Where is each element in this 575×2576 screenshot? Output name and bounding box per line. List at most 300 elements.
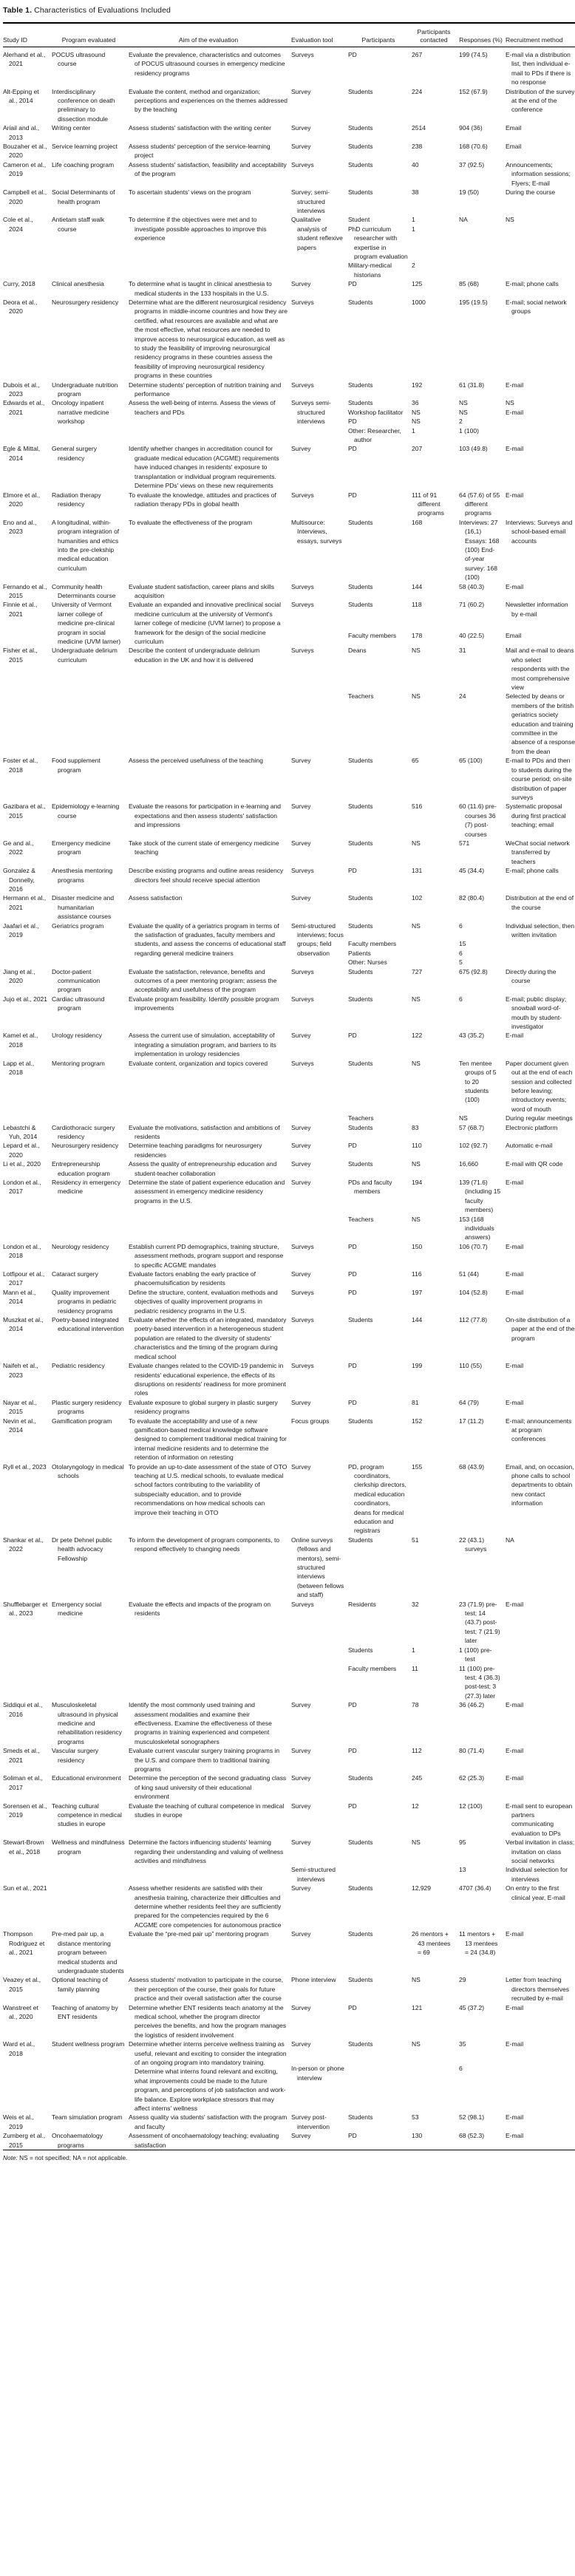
cell-contacted: NS	[412, 839, 421, 847]
cell-recruitment: During regular meetings	[506, 1114, 573, 1122]
cell-responses: 106 (70.7)	[459, 1242, 488, 1250]
cell-study: Ariail and al., 2013	[3, 124, 40, 141]
column-header-study-id: Study ID	[3, 23, 52, 47]
cell-tool: Survey	[291, 1839, 311, 1847]
cell-program: Entrepreneurship education program	[52, 1160, 110, 1177]
cell-tool: Surveys	[291, 1600, 314, 1608]
cell-tool: Surveys	[291, 491, 314, 499]
cell-study: Stewart-Brown et al., 2018	[3, 1839, 44, 1856]
cell-study: Eno and al., 2023	[3, 518, 37, 536]
cell-recruitment: E-mail	[506, 1362, 524, 1370]
cell-aim: Determine what are the different neurosurgical residency programs in middle-income countries and how they are certified, what resources are available and what are the most effective, what resources are needed to improve access to neurosurgical education, as well as to study the feasibility of improving neurosurgical residency programs in these countries assess the feasibility of improving neurosurgical residency programs in these countries	[129, 298, 288, 380]
cell-responses: 19 (50)	[459, 188, 479, 197]
cell-study: Cole et al., 2024	[3, 216, 33, 233]
cell-study: Shufflebarger et al., 2023	[3, 1600, 48, 1618]
table-row	[3, 47, 575, 87]
cell-tool: Survey	[291, 1123, 311, 1131]
cell-responses: 168 (70.6)	[459, 143, 488, 151]
cell-program: Urology residency	[52, 1032, 103, 1040]
table-row	[3, 646, 575, 692]
cell-responses: Ten mentee groups of 5 to 20 students (100)	[459, 1059, 497, 1104]
cell-tool: Surveys semi-structured interviews	[291, 399, 331, 426]
cell-tool: Surveys	[291, 582, 314, 590]
table-title	[3, 6, 574, 15]
cell-tool: Survey	[291, 87, 311, 95]
cell-recruitment: Systematic proposal during first practical teaching; email	[506, 803, 566, 829]
cell-responses: 6	[459, 921, 463, 930]
cell-program: Radiation therapy residency	[52, 491, 101, 508]
cell-tool: Survey post-intervention	[291, 2113, 330, 2130]
cell-tool: Surveys	[291, 298, 314, 306]
cell-study: Ryll et al., 2023	[3, 1462, 47, 1471]
cell-responses: 112 (77.8)	[459, 1316, 488, 1324]
cell-tool: Surveys	[291, 967, 314, 975]
cell-recruitment: E-mail	[506, 408, 524, 416]
cell-responses: 45 (37.2)	[459, 2003, 485, 2011]
cell-recruitment: Newsletter information by e-mail	[506, 601, 568, 618]
cell-recruitment: E-mail with QR code	[506, 1160, 563, 1168]
cell-study: Zumberg et al., 2015	[3, 2132, 46, 2149]
cell-contacted: 178	[412, 631, 423, 639]
cell-participants	[348, 2064, 412, 2113]
cell-contacted: NS	[412, 647, 421, 655]
table-row	[3, 1417, 575, 1462]
cell-participants: PD	[348, 51, 357, 58]
table-footnote	[3, 2154, 574, 2161]
table-row	[3, 87, 575, 124]
cell-recruitment: Directly during the course	[506, 967, 557, 985]
table-row	[3, 279, 575, 298]
cell-responses: 58 (40.3)	[459, 582, 485, 590]
cell-recruitment: E-mail	[506, 1930, 524, 1938]
cell-participants: Students	[348, 2040, 373, 2048]
cell-participants: Students	[348, 1976, 373, 1984]
cell-participants: PD	[348, 867, 357, 875]
table-row	[3, 582, 575, 601]
cell-aim: Evaluate the prevalence, characteristics and outcomes of POCUS ultrasound courses in emergency medicine residency programs	[129, 51, 285, 77]
cell-responses: 6	[459, 949, 463, 957]
cell-program: Undergraduate delirium curriculum	[52, 647, 118, 664]
cell-participants: Residents	[348, 1600, 376, 1608]
cell-recruitment	[506, 225, 575, 262]
cell-aim: Determine students' perception of nutrition training and performance	[129, 381, 282, 398]
cell-contacted: 36	[412, 399, 419, 407]
cell-participants: Students	[348, 1417, 373, 1425]
cell-responses: 195 (19.5)	[459, 298, 488, 306]
cell-tool: Survey	[291, 143, 311, 151]
cell-participants: Students	[348, 87, 373, 95]
cell-recruitment: Selected by deans or members of the british geriatrics society education and training committee in the absence of a response from the dean	[506, 692, 575, 755]
table-row	[3, 893, 575, 921]
cell-aim: Determine whether ENT residents teach anatomy at the medical school, whether the program director perceives the benefits, and how the program manages the logistics of resident involvement	[129, 2003, 287, 2039]
cell-tool: Online surveys (fellows and mentors), semi-structured interviews (between fellows and staff)	[291, 1536, 344, 1599]
cell-contacted: 2	[412, 262, 415, 270]
table-row	[3, 1929, 575, 1975]
cell-responses: 64 (57.6) of 55 different programs	[459, 491, 500, 517]
cell-tool: Survey	[291, 2040, 311, 2048]
cell-study: Deora et al., 2020	[3, 298, 38, 316]
cell-program: General surgery residency	[52, 445, 97, 462]
cell-program: Residency in emergency medicine	[52, 1178, 121, 1196]
cell-tool: Survey	[291, 1701, 311, 1709]
cell-participants: Students	[348, 1536, 373, 1544]
cell-contacted: 207	[412, 445, 423, 453]
cell-recruitment: E-mail to PDs and then to students during the course period; on-site distribution of paper surveys	[506, 757, 572, 801]
cell-responses: 17 (11.2)	[459, 1417, 484, 1425]
cell-participants: PD	[348, 1032, 357, 1040]
cell-study: Jiang et al., 2020	[3, 967, 35, 985]
table-row	[3, 298, 575, 381]
table-row	[3, 1462, 575, 1536]
cell-participants: Students	[348, 298, 373, 306]
table-row	[3, 600, 575, 630]
cell-responses: Interviews: 27 (16,1) Essays: 168 (100) End-of-year survey: 168 (100)	[459, 518, 500, 582]
cell-tool: Qualitative analysis of student reflexive papers	[291, 216, 343, 251]
cell-contacted: 1	[412, 1646, 415, 1654]
cell-study: Jaafari et al., 2019	[3, 921, 39, 938]
cell-responses: 64 (79)	[459, 1398, 479, 1406]
cell-participants: PD	[348, 280, 357, 288]
cell-responses: 139 (71.6) (including 15 faculty members)	[459, 1178, 501, 1214]
cell-recruitment: E-mail	[506, 1747, 524, 1755]
cell-tool: Semi-structured interviews	[291, 1866, 336, 1883]
cell-participants: Students	[348, 1646, 373, 1654]
cell-program: Pre-med pair up, a distance mentoring program between medical students and undergraduate students	[52, 1930, 124, 1974]
cell-study: Naifeh et al., 2023	[3, 1362, 38, 1379]
cell-program: Disaster medicine and humanitarian assistance courses	[52, 894, 115, 921]
cell-aim: Evaluate whether the effects of an integrated, mandatory poetry-based intervention in a heterogeneous student population are related to the diversity of students' characteristics and the timing of the program during medical school	[129, 1316, 287, 1360]
cell-contacted: 267	[412, 51, 423, 58]
cell-contacted: NS	[412, 921, 421, 930]
cell-participants: Students	[348, 143, 373, 151]
cell-study: Siddiqui et al., 2016	[3, 1701, 43, 1718]
cell-program: Pediatric residency	[52, 1362, 105, 1370]
cell-study: Ward et al., 2018	[3, 2040, 35, 2057]
footnote-text: NS = not specified; NA = not applicable.	[19, 2154, 128, 2162]
cell-participants: PD, program coordinators, clerkship directors, medical education coordinators, deans for medical education and registrars	[348, 1462, 406, 1535]
cell-aim: Describe the content of undergraduate delirium education in the UK and how it is delivered	[129, 647, 260, 664]
cell-recruitment	[506, 1646, 575, 1664]
cell-aim: Determine the factors influencing students' learning regarding their understanding and valuing of wellness activities and mindfulness	[129, 1839, 284, 1865]
cell-contacted: 155	[412, 1462, 423, 1471]
table-header	[3, 23, 575, 47]
cell-aim: To evaluate the knowledge, attitudes and practices of radiation therapy PDs in global health	[129, 491, 276, 508]
cell-tool: Surveys	[291, 160, 314, 168]
table-row	[3, 444, 575, 490]
cell-responses: 152 (67.9)	[459, 87, 488, 95]
column-header-participants: Participants	[348, 23, 412, 47]
cell-study: Gazibara et al., 2015	[3, 803, 46, 820]
cell-aim: Evaluate the motivations, satisfaction and ambitions of residents	[129, 1123, 280, 1140]
cell-tool: Survey	[291, 1462, 311, 1471]
cell-contacted: 78	[412, 1701, 419, 1709]
cell-program: Community health Determinants course	[52, 582, 116, 599]
table-row	[3, 1600, 575, 1646]
cell-program: Undergraduate nutrition program	[52, 381, 118, 398]
cell-responses: 16,660	[459, 1160, 478, 1168]
cell-participants: PD	[348, 418, 357, 426]
cell-aim: Assess satisfaction	[129, 894, 183, 902]
cell-aim: Describe existing programs and outline areas residency directors feel should receive special attention	[129, 867, 284, 884]
cell-study: Wanstreet et al., 2020	[3, 2003, 38, 2020]
cell-aim: Take stock of the current state of emergency medicine teaching	[129, 839, 279, 856]
cell-recruitment: Individual selection, then written invitation	[506, 921, 575, 938]
cell-recruitment: E-mail	[506, 1178, 524, 1186]
cell-study: Egle & Mittal, 2014	[3, 445, 41, 462]
cell-study: Finnie et al., 2021	[3, 601, 38, 618]
cell-recruitment: Individual selection for interviews	[506, 1866, 568, 1883]
cell-recruitment: NS	[506, 216, 514, 224]
cell-recruitment: Verbal invitation in class; invitation on class social networks	[506, 1839, 575, 1865]
cell-recruitment: Email	[506, 143, 522, 151]
cell-participants: Students	[348, 124, 373, 132]
cell-recruitment	[506, 1664, 575, 1701]
cell-recruitment: Email, and, on occasion, phone calls to school departments to obtain new contact information	[506, 1462, 574, 1507]
cell-aim: Identify the most commonly used training and assessment modalities and examine their effectiveness. Examine the effectiveness of these programs in training experienced and competent musculoskeletal sonographers	[129, 1701, 272, 1745]
cell-recruitment	[506, 417, 575, 426]
cell-aim: Evaluate the satisfaction, relevance, benefits and outcomes of a peer mentoring program; assess the acceptability and usefulness of the program	[129, 967, 277, 994]
cell-contacted: 40	[412, 160, 419, 168]
table-row	[3, 1031, 575, 1058]
cell-responses: 675 (92.8)	[459, 967, 488, 975]
cell-tool: Survey	[291, 757, 311, 765]
cell-aim: To provide an up-to-date assessment of the state of OTO teaching at U.S. medical schools, to evaluate medical school factors contributing to the variability of subspecialty education, and to provide recommendations on how medical schools can improve their teaching in OTO	[129, 1462, 288, 1516]
cell-responses: 2	[459, 418, 463, 426]
cell-responses: 22 (43.1) surveys	[459, 1536, 487, 1553]
cell-program: Cardiac ultrasound program	[52, 995, 105, 1012]
cell-tool: Survey	[291, 1270, 311, 1278]
cell-responses: 13	[459, 1866, 466, 1874]
cell-study: Mann et al., 2014	[3, 1288, 36, 1306]
cell-program: Emergency medicine program	[52, 839, 111, 856]
cell-recruitment	[506, 958, 575, 967]
cell-program: Social Determinants of health program	[52, 188, 115, 205]
cell-tool: Surveys	[291, 867, 314, 875]
cell-tool: Survey	[291, 124, 311, 132]
cell-contacted: NS	[412, 692, 421, 701]
table-row	[3, 491, 575, 518]
cell-program	[52, 1884, 129, 1929]
cell-participants: Students	[348, 757, 373, 765]
cell-contacted: 51	[412, 1536, 419, 1544]
cell-program: Emergency social medicine	[52, 1600, 102, 1618]
column-header-evaluation-tool: Evaluation tool	[291, 23, 348, 47]
cell-contacted: 12	[412, 1802, 419, 1810]
cell-participants: PD	[348, 1142, 357, 1150]
cell-responses: 11 mentors + 13 mentees = 24 (34.8)	[459, 1930, 498, 1957]
cell-aim: Assess the perceived usefulness of the teaching	[129, 757, 263, 765]
cell-recruitment: E-mail	[506, 1600, 524, 1608]
cell-participants: Student	[348, 216, 370, 224]
cell-tool: Survey	[291, 1747, 311, 1755]
cell-contacted: 238	[412, 143, 423, 151]
cell-responses: 35	[459, 2040, 466, 2048]
cell-program: Dr pete Dehnel public health advocacy Fellowship	[52, 1536, 112, 1562]
cell-tool: Survey	[291, 1884, 311, 1892]
cell-program: Cataract surgery	[52, 1270, 98, 1278]
cell-aim: Evaluate student satisfaction, career plans and skills acquisition	[129, 582, 275, 599]
cell-study: Dubois et al., 2023	[3, 381, 40, 398]
cell-program: Writing center	[52, 124, 91, 132]
cell-responses: 4707 (36.4)	[459, 1884, 491, 1892]
cell-participants: PD	[348, 1288, 357, 1296]
cell-contacted: 83	[412, 1123, 419, 1131]
cell-study: Lotfipour et al., 2017	[3, 1270, 45, 1287]
cell-contacted: 144	[412, 582, 423, 590]
table-row	[3, 1315, 575, 1361]
column-header-recruitment-method: Recruitment method	[506, 23, 575, 47]
cell-aim: Determine the state of patient experience education and assessment in emergency medicine residency programs in the U.S.	[129, 1178, 285, 1204]
cell-study: Veazey et al., 2015	[3, 1976, 41, 1993]
cell-recruitment: E-mail	[506, 2040, 524, 2048]
table-row	[3, 866, 575, 893]
cell-responses: 15	[459, 940, 466, 948]
cell-recruitment: Mail and e-mail to deans who select respondents with the most comprehensive view	[506, 647, 574, 692]
table-row	[3, 1975, 575, 2003]
cell-responses: 62 (25.3)	[459, 1774, 485, 1782]
cell-contacted: 110	[412, 1142, 422, 1150]
cell-program: Neurosurgery residency	[52, 298, 119, 306]
cell-contacted: 111 of 91 different programs	[412, 491, 444, 517]
cell-aim: Evaluate program feasibility. Identify possible program improvements	[129, 995, 279, 1012]
cell-responses: 51 (44)	[459, 1270, 479, 1278]
cell-program: Service learning project	[52, 143, 118, 151]
cell-recruitment: NA	[506, 1536, 514, 1544]
cell-contacted: NS	[412, 2040, 421, 2048]
cell-responses: 24	[459, 692, 466, 701]
cell-contacted: 122	[412, 1032, 423, 1040]
cell-aim: Assess students' satisfaction, feasibility and acceptability of the program	[129, 160, 287, 178]
cell-responses: 1 (100) pre-test	[459, 1646, 492, 1663]
cell-aim: Determine the perception of the second graduating class of king saud university of their educational environment	[129, 1774, 287, 1801]
cell-responses: 103 (49.8)	[459, 445, 488, 453]
cell-recruitment: During the course	[506, 188, 556, 197]
cell-aim: Evaluate the effects and impacts of the program on residents	[129, 1600, 271, 1618]
column-header-participants-contacted: Participants contacted	[412, 23, 459, 47]
cell-study: Campbell et al., 2020	[3, 188, 47, 205]
cell-participants: Students	[348, 1123, 373, 1131]
cell-study: Bouzaher et al., 2020	[3, 143, 47, 160]
cell-program: Neurosurgery residency	[52, 1142, 119, 1150]
cell-participants: PD	[348, 2132, 357, 2140]
cell-contacted: 32	[412, 1600, 419, 1608]
table-row	[3, 1059, 575, 1114]
cell-responses: 12 (100)	[459, 1802, 483, 1810]
cell-recruitment: E-mail	[506, 1774, 524, 1782]
table-body	[3, 47, 575, 2150]
cell-program: Student wellness program	[52, 2040, 125, 2048]
cell-contacted: NS	[412, 408, 421, 416]
cell-responses: 57 (68.7)	[459, 1123, 485, 1131]
cell-study: Foster et al., 2018	[3, 757, 38, 774]
cell-contacted: 727	[412, 967, 423, 975]
cell-study: Kamel et al., 2018	[3, 1032, 38, 1049]
cell-contacted: NS	[412, 418, 421, 426]
cell-recruitment: Email	[506, 631, 522, 639]
table-row	[3, 1159, 575, 1178]
cell-participants: Students	[348, 921, 373, 930]
cell-contacted: 144	[412, 1316, 423, 1324]
cell-aim: Assess whether residents are satisfied with their anesthesia training, characterize their difficulties and determine whether residents feel they are sufficiently prepared for the competencies required by the 6 ACGME core competencies for autonomous practice	[129, 1884, 282, 1929]
cell-participants: PD	[348, 1398, 357, 1406]
cell-recruitment: E-mail; phone calls	[506, 867, 559, 875]
cell-contacted: 516	[412, 803, 423, 811]
cell-recruitment	[506, 939, 575, 948]
cell-responses: 31	[459, 647, 466, 655]
cell-participants: Workshop facilitator	[348, 408, 404, 416]
cell-tool: Surveys	[291, 1288, 314, 1296]
cell-participants: PD	[348, 445, 357, 453]
cell-tool: Survey	[291, 2003, 311, 2011]
cell-recruitment: Announcements; information sessions; Flyers; E-mail	[506, 160, 571, 187]
cell-responses: 61 (31.8)	[459, 381, 485, 389]
cell-recruitment: E-mail; social network groups	[506, 298, 567, 316]
cell-responses: 43 (35.2)	[459, 1032, 485, 1040]
cell-tool: In-person or phone interview	[291, 2065, 344, 2082]
cell-aim: To inform the development of program components, to respond effectively to changing needs	[129, 1536, 280, 1553]
cell-study: Fisher et al., 2015	[3, 647, 38, 664]
cell-contacted: 2514	[412, 124, 426, 132]
cell-responses: 6	[459, 2065, 463, 2073]
cell-recruitment: E-mail	[506, 2003, 524, 2011]
table-row	[3, 123, 575, 142]
column-header-responses: Responses (%)	[459, 23, 506, 47]
cell-recruitment: Distribution of the survey at the end of the conference	[506, 87, 575, 114]
cell-study: Alerhand et al., 2021	[3, 51, 46, 68]
table-row	[3, 1361, 575, 1398]
table-row	[3, 1746, 575, 1773]
cell-aim: Evaluate the reasons for participation in e-learning and expectations and then assess students' satisfaction and impressions	[129, 803, 282, 829]
cell-aim: Assess quality via students' satisfaction with the program and faculty	[129, 2113, 288, 2130]
cell-recruitment: Paper document given out at the end of each session and collected before leaving; introductory events; word of mouth	[506, 1059, 573, 1113]
table-row	[3, 1536, 575, 1600]
cell-responses: 37 (92.5)	[459, 160, 485, 168]
cell-tool: Semi-structured interviews; focus groups; field observation	[291, 921, 344, 957]
cell-responses: 199 (74.5)	[459, 51, 488, 58]
cell-program: Epidemiology e-learning course	[52, 803, 120, 820]
cell-participants: Faculty members	[348, 940, 397, 948]
cell-program: Life coaching program	[52, 160, 115, 168]
cell-participants: Students	[348, 2113, 373, 2122]
cell-contacted	[412, 949, 459, 958]
table-row	[3, 398, 575, 407]
cell-study: Nevin et al., 2014	[3, 1417, 36, 1434]
cell-responses: 153 (168 individuals answers)	[459, 1215, 494, 1241]
cell-participants: Students	[348, 967, 373, 975]
cell-recruitment: E-mail	[506, 582, 524, 590]
footnote-label: Note:	[3, 2154, 18, 2162]
cell-contacted: NS	[412, 1059, 421, 1067]
table-row	[3, 1141, 575, 1159]
cell-tool: Survey	[291, 1398, 311, 1406]
cell-tool: Surveys	[291, 995, 314, 1003]
cell-study: Smeds et al., 2021	[3, 1747, 40, 1764]
cell-recruitment: E-mail	[506, 1242, 524, 1250]
cell-study: Fernando et al., 2015	[3, 582, 47, 599]
cell-contacted: 1000	[412, 298, 426, 306]
cell-aim: Assess students' motivation to participate in the course, their perception of the course, their goals for future practice and their overall satisfaction after the course	[129, 1976, 284, 2003]
cell-tool: Survey	[291, 803, 311, 811]
cell-recruitment: On-site distribution of a paper at the end of the program	[506, 1316, 575, 1342]
cell-study: Hermann et al., 2021	[3, 894, 47, 911]
cell-contacted: 12,929	[412, 1884, 431, 1892]
cell-tool: Survey; semi-structured interviews	[291, 188, 330, 214]
cell-responses: 65 (100)	[459, 757, 483, 765]
cell-aim: To determine what is taught in clinical anesthesia to medical students in the 133 hospitals in the U.S.	[129, 280, 272, 297]
cell-study: Muszkat et al., 2014	[3, 1316, 44, 1333]
cell-participants: PD	[348, 1701, 357, 1709]
cell-tool: Surveys	[291, 381, 314, 389]
